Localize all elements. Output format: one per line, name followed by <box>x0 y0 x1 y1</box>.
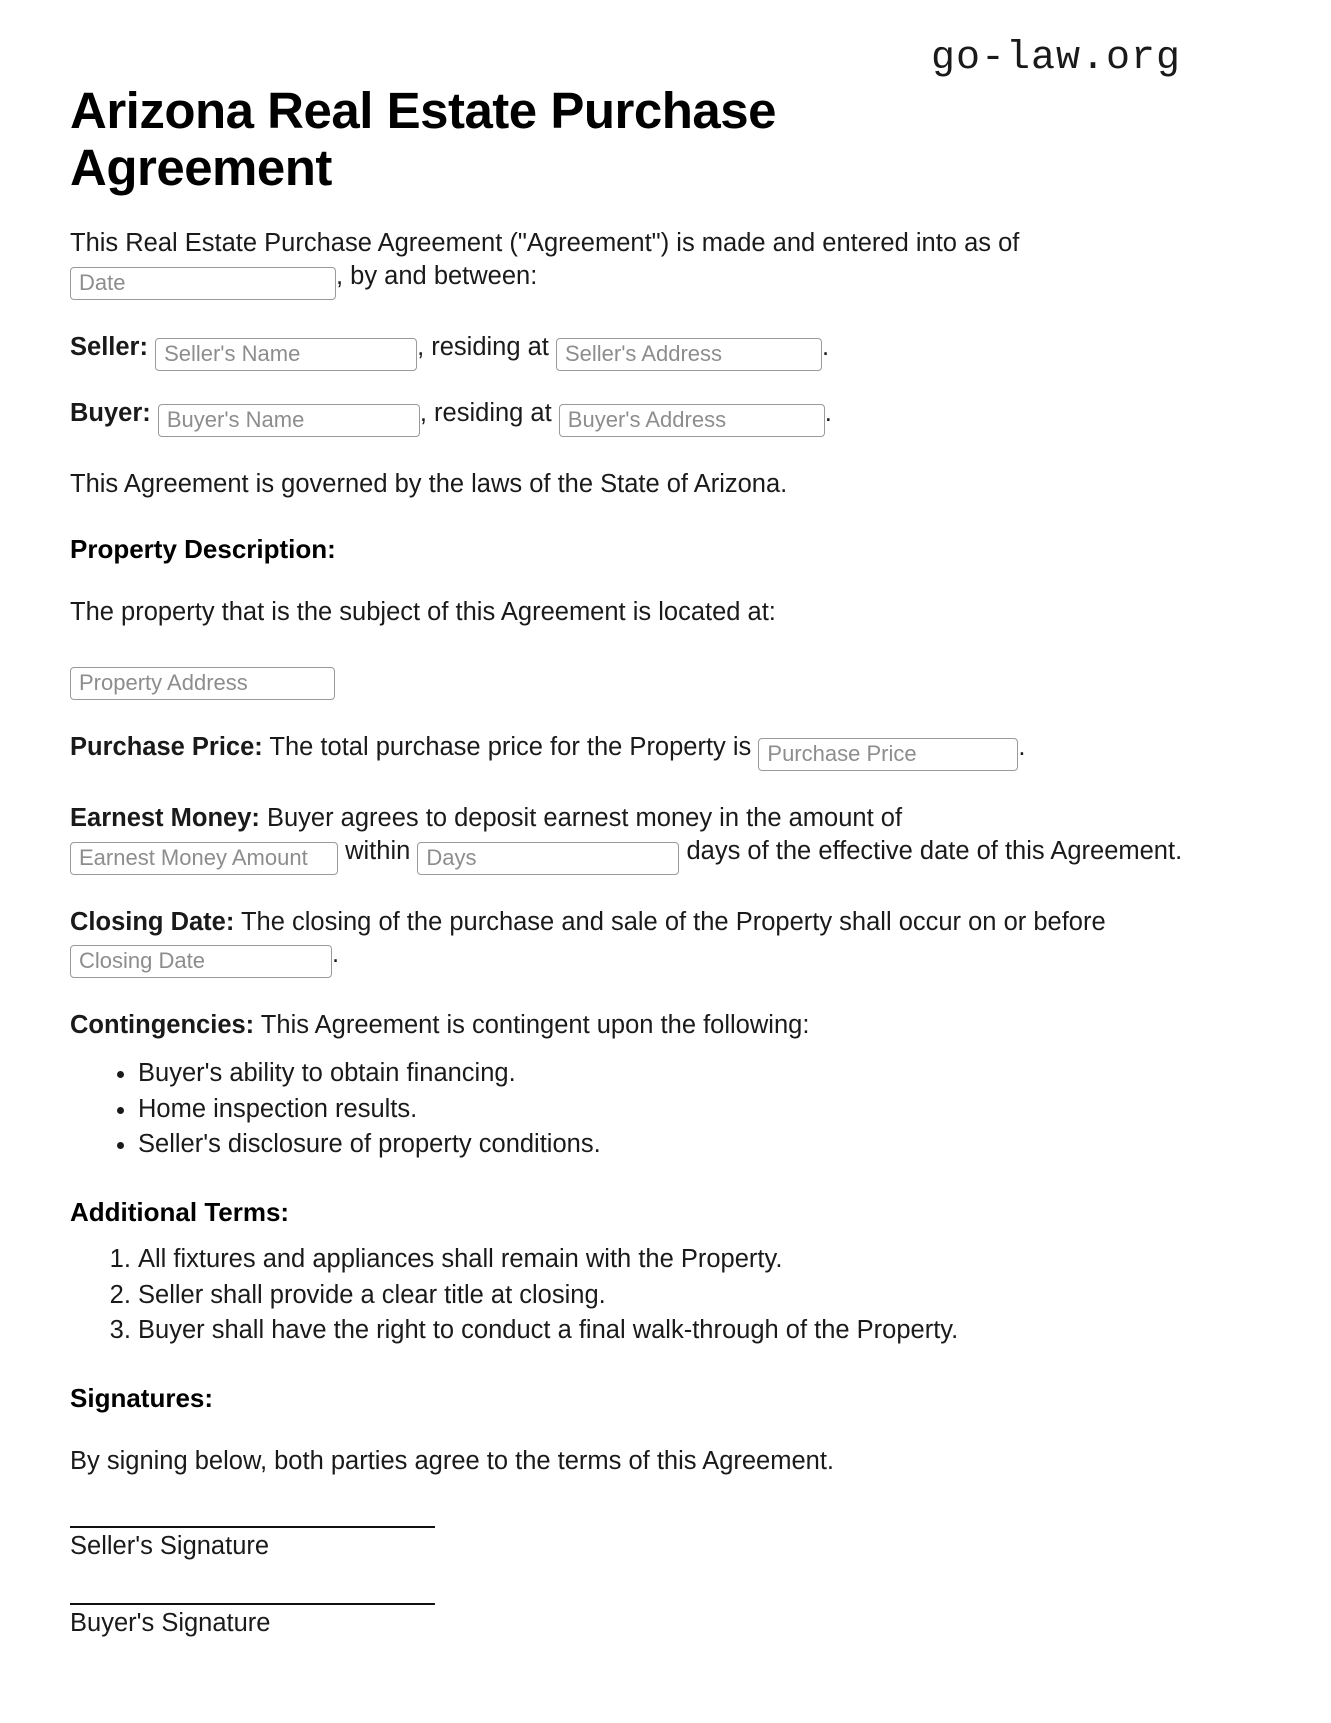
closing-date-input[interactable] <box>70 945 332 978</box>
list-item: 2. Seller shall provide a clear title at closing. <box>138 1278 1211 1314</box>
page-title: Arizona Real Estate Purchase Agreement <box>70 82 776 197</box>
seller-signature-line[interactable] <box>70 1526 435 1528</box>
buyer-signature-block <box>70 1603 1211 1640</box>
property-description-heading: Property Description: <box>70 534 336 565</box>
governing-law-paragraph: This Agreement is governed by the laws of the State of Arizona. <box>70 469 788 498</box>
additional-terms-heading: Additional Terms: <box>70 1197 290 1228</box>
buyer-residing-text: , residing at <box>419 398 552 427</box>
closing-date-period: . <box>332 940 340 969</box>
buyer-address-input[interactable] <box>559 404 825 437</box>
site-brand-logo: go-law.org <box>930 36 1181 81</box>
contingencies-paragraph <box>70 1009 1211 1042</box>
signatures-heading: Signatures: <box>70 1383 214 1414</box>
additional-terms-list <box>70 1242 1211 1349</box>
contingencies-list <box>70 1056 1211 1163</box>
list-item: 3. Buyer shall have the right to conduct a final walk-through of the Property. <box>138 1313 1211 1349</box>
purchase-price-text: The total purchase price for the Property is <box>262 733 759 762</box>
earnest-within-text: within <box>345 836 411 865</box>
buyer-line <box>70 397 1211 437</box>
property-address-input[interactable] <box>70 667 335 700</box>
earnest-money-label: Earnest Money: <box>70 804 260 833</box>
earnest-money-amount-input[interactable] <box>70 842 338 875</box>
list-item: • Seller's disclosure of property conditions. <box>138 1127 1211 1163</box>
intro-text-before-date: This Real Estate Purchase Agreement ("Agreement") is made and entered into as of <box>70 229 1020 258</box>
list-item: 1. All fixtures and appliances shall remain with the Property. <box>138 1242 1211 1278</box>
seller-address-input[interactable] <box>556 338 822 371</box>
buyer-signature-label: Buyer's Signature <box>70 1608 271 1637</box>
seller-name-input[interactable] <box>155 338 417 371</box>
purchase-price-paragraph <box>70 731 1211 771</box>
property-address-row <box>70 660 1211 700</box>
seller-label: Seller: <box>70 332 148 361</box>
seller-line <box>70 331 1211 371</box>
purchase-price-label: Purchase Price: <box>70 733 263 762</box>
closing-date-label: Closing Date: <box>70 907 235 936</box>
earnest-money-paragraph <box>70 802 1211 875</box>
earnest-money-text: Buyer agrees to deposit earnest money in the amount of <box>259 804 903 833</box>
signatures-paragraph: By signing below, both parties agree to the terms of this Agreement. <box>70 1447 835 1476</box>
buyer-name-input[interactable] <box>158 404 420 437</box>
contingencies-label: Contingencies: <box>70 1011 255 1040</box>
intro-paragraph <box>70 227 1211 300</box>
seller-signature-block <box>70 1526 1211 1563</box>
seller-residing-text: , residing at <box>417 332 549 361</box>
closing-date-text: The closing of the purchase and sale of the Property shall occur on or before <box>234 907 1106 936</box>
list-item: • Home inspection results. <box>138 1092 1211 1128</box>
buyer-label: Buyer: <box>70 398 151 427</box>
list-item: • Buyer's ability to obtain financing. <box>138 1056 1211 1092</box>
buyer-line-period: . <box>824 398 832 427</box>
days-input[interactable] <box>417 842 679 875</box>
buyer-signature-line[interactable] <box>70 1603 435 1605</box>
closing-date-paragraph <box>70 906 1211 979</box>
property-located-paragraph: The property that is the subject of this Agreement is located at: <box>70 598 776 627</box>
earnest-days-text: days of the effective date of this Agreement. <box>686 836 1183 865</box>
intro-text-after-date: , by and between: <box>336 261 538 290</box>
seller-line-period: . <box>821 332 830 361</box>
purchase-price-period: . <box>1018 733 1026 762</box>
purchase-price-input[interactable] <box>758 738 1018 771</box>
date-input[interactable] <box>70 267 336 300</box>
seller-signature-label: Seller's Signature <box>70 1531 270 1560</box>
contingencies-text: This Agreement is contingent upon the following: <box>254 1011 810 1040</box>
